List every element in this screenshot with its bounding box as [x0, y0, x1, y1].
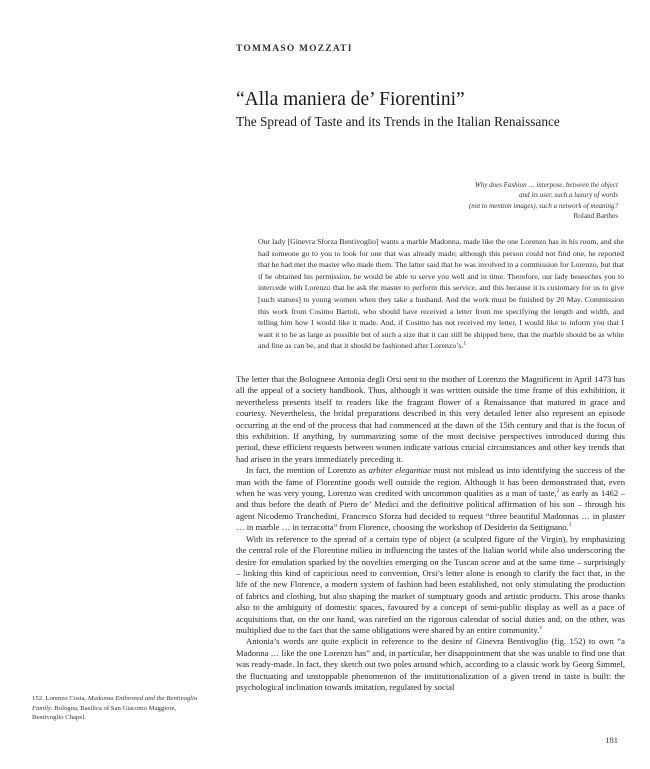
footnote-ref: 1 — [463, 341, 466, 347]
caption-text: 152. Lorenzo Costa, — [32, 695, 88, 702]
paragraph — [236, 636, 625, 693]
emphasis: arbiter elegantiae — [368, 465, 431, 476]
epigraph-line: and its user, such a luxury of words — [519, 191, 618, 200]
paragraph — [236, 465, 625, 533]
epigraph-line: (not to mention images), such a network of meaning? — [468, 201, 618, 210]
figure-caption — [32, 694, 202, 723]
essay-title: “Alla maniera de’ Fiorentini” — [236, 89, 465, 110]
footnote-ref: 4 — [539, 626, 542, 632]
paragraph-text: must not mislead us into identifying the success of the man with the fame of Florentine goods well outside the region. Although it has been demonstrated that, even when he was very young, Lorenzo was credited with uncommon qualities as a man of taste, — [236, 465, 625, 499]
caption-text: . Bologna, Basilica of San Giacomo Maggiore, Bentivoglio Chapel. — [32, 704, 177, 722]
author-running-head: TOMMASO MOZZATI — [236, 44, 353, 54]
block-quote-text: Our lady [Ginevra Sforza Bentivoglio] wants a marble Madonna, made like the one Lorenzo has in his room, and she had someone go to you to look for one that was already made; although this person could not find one, he reported that he had met the master who made them. The latter said that he was involved in a commission for Lorenzo, but that if he obtained his permission, he would be able to serve you well and in time. Therefore, our lady beseeches you to intercede with Lorenzo that he ask the master to perform this service, and this because it is customary for us to give [such statues] to young women when they take a husband. And the work must be finished by 20 May. Commission this work from Cosimo Bartoli, who should have received a letter from me specifying the length and width, and telling him how I would like it made. And, if Cosimo has not received my letter, I would like to inform you that I want it to be as large as possible but of such a size that it can still be shipped here, that the marble should be as white and fine as can be, and that it should be fashioned after Lorenzo’s. — [258, 237, 624, 351]
epigraph-attribution: Roland Barthes — [573, 212, 618, 221]
paragraph-text: Antonia’s words are quite explicit in reference to the desire of Ginevra Bentivoglio (fig. 152) to own “a Madonna … like the one Lorenzo has” and, in particular, her disappointment that she was unable to find one that was ready-made. In fact, they sketch out two poles around which, according to a classic work by Georg Simmel, the fluctuating and unstoppable phenomenon of the institutionalization of a given trend in taste is built: the psychological inclination towards imitation, regulated by social — [236, 636, 625, 692]
page-number: 181 — [605, 735, 618, 745]
footnote-ref: 2 — [556, 489, 560, 495]
paragraph-text: In fact, the mention of Lorenzo as — [246, 465, 369, 476]
paragraph-text: With its reference to the spread of a certain type of object (a sculpted figure of the Virgin), by emphasizing the central role of the Florentine milieu in influencing the tastes of the Italian world while also underscoring the desire for emulation sparked by the novelties emerging on the Tuscan scene and at the same time – surprisingly – linking this kind of capricious need to convention, Orsi’s letter alone is enough to clarify the fact that, in the life of the new Florence, a modern system of fashion had been established, not only stimulating the production of fabrics and clothing, but also shaping the market of sumptuary goods and artistic products. This arose thanks also to the ambiguity of domestic spaces, favoured by a concept of semi-public display as well as a pace of acquisitions that, on the one hand, was rarefied on the rigorous calendar of social duties and, on the other, was multiplied due to the fact that the same obligations were shared by an entire community. — [236, 533, 625, 635]
body-text — [236, 374, 625, 693]
paragraph-text: The letter that the Bolognese Antonia degli Orsi sent to the mother of Lorenzo the Magnificent in April 1473 has all the appeal of a society handbook. Thus, although it was written outside the time frame of this exhibition, it nevertheless presents itself to readers like the fragrant flower of a Renaissance that matured in grace and courtesy. Nevertheless, the bridal preparations described in this very detailed letter also represent an episode occurring at the end of the process that had commenced at the dawn of the 15th century and that is the focus of this exhibition. If anything, by summarizing some of the most decisive perspectives introduced during this period, these efficient requests between women indicate various crucial circumstances and other key trends that had arisen in the years immediately preceding it. — [236, 374, 625, 464]
block-quote — [258, 236, 624, 352]
paragraph — [236, 374, 625, 465]
footnote-ref: 3 — [568, 523, 572, 529]
paragraph-text: as early as 1462 – and thus before the death of Piero de’ Medici and the definitive political affirmation of his son – through his agent Nicodemo Tranchedini, Francesco Sforza had decided to request “three beautiful Madonnas … in plaster … in marble … in terracotta” from Florence, choosing the workshop of Desiderio da Settignano. — [236, 488, 625, 533]
epigraph — [318, 180, 618, 222]
paragraph — [236, 534, 625, 637]
epigraph-line: Why does Fashion … interpose, between the object — [474, 181, 618, 189]
essay-subtitle: The Spread of Taste and its Trends in the Italian Renaissance — [236, 114, 560, 129]
caption-artwork-title: Madonna Enthroned and the Bentivoglio Family — [32, 695, 198, 712]
